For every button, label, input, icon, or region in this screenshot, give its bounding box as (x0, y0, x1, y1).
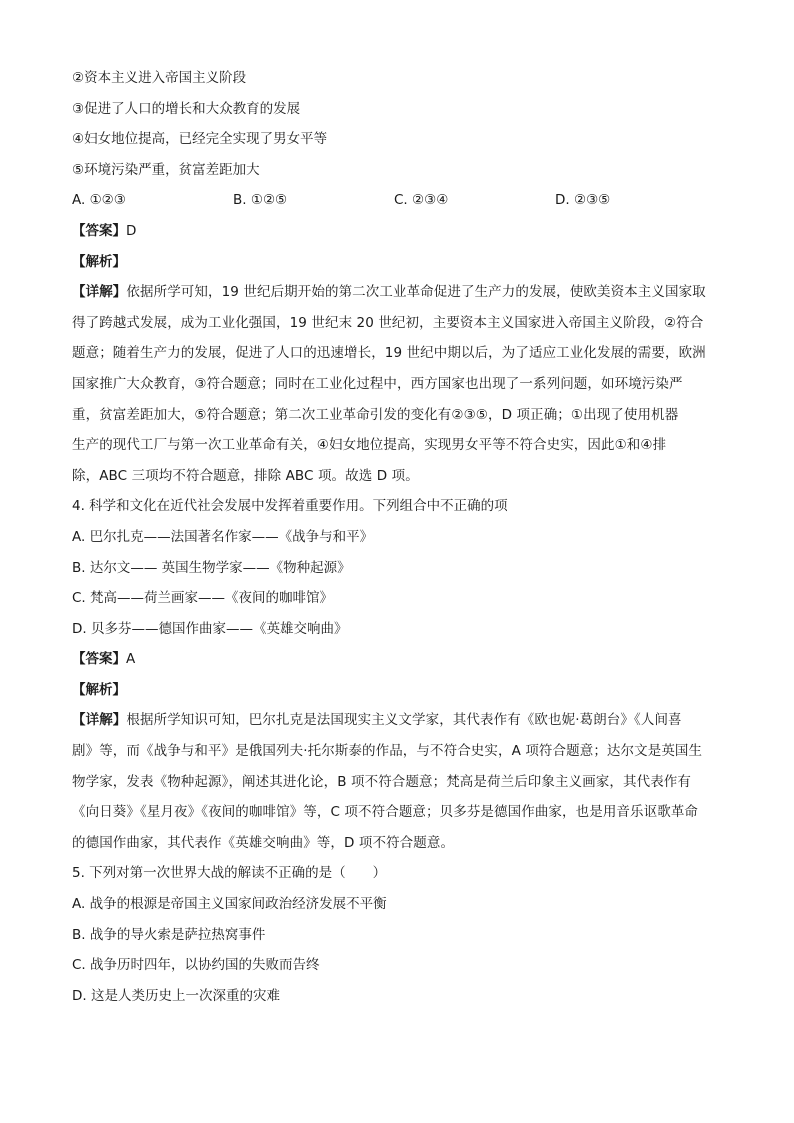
q4-detail-line: 的德国作曲家，其代表作《英雄交响曲》等，D 项不符合题意。 (72, 834, 455, 851)
q3-analysis-label: 【解析】 (72, 253, 126, 270)
q5-option-a: A. 战争的根源是帝国主义国家间政治经济发展不平衡 (72, 896, 387, 913)
q3-option-b: B. ①②⑤ (233, 192, 288, 209)
q4-analysis-label: 【解析】 (72, 681, 126, 698)
q3-answer-value: D (126, 222, 137, 239)
q3-statement-4: ④妇女地位提高，已经完全实现了男女平等 (72, 131, 328, 148)
q3-detail-line: 国家推广大众教育，③符合题意；同时在工业化过程中，西方国家也出现了一系列问题，如环境污染严 (72, 375, 683, 392)
q3-answer-label: 【答案】 (72, 222, 126, 239)
q3-detail-line: 生产的现代工厂与第一次工业革命有关，④妇女地位提高，实现男女平等不符合史实，因此①和④排 (72, 437, 667, 454)
q4-detail-text: 根据所学知识可知，巴尔扎克是法国现实主义文学家，其代表作有《欧也妮·葛朗台》《人间喜 (126, 712, 682, 729)
q3-detail-line: 得了跨越式发展，成为工业化强国，19 世纪末 20 世纪初，主要资本主义国家进入帝国主义阶段，②符合 (72, 314, 704, 331)
q4-detail-label: 【详解】 (72, 712, 127, 729)
q4-detail-line: 剧》等，而《战争与和平》是俄国列夫·托尔斯泰的作品，与不符合史实，A 项符合题意；达尔文是英国生 (72, 743, 703, 760)
q4-question: 4. 科学和文化在近代社会发展中发挥着重要作用。下列组合中不正确的项 (72, 498, 508, 515)
q3-detail-line: 除，ABC 三项均不符合题意，排除 ABC 项。故选 D 项。 (72, 467, 419, 484)
q4-detail-line (72, 705, 732, 736)
q3-detail-line: 重，贫富差距加大，⑤符合题意；第二次工业革命引发的变化有②③⑤，D 项正确；①出现了使用机器 (72, 406, 679, 423)
q4-answer (72, 644, 732, 675)
q3-option-d: D. ②③⑤ (555, 192, 611, 209)
q5-option-c: C. 战争历时四年，以协约国的失败而告终 (72, 957, 320, 974)
q4-detail-line: 物学家，发表《物种起源》，阐述其进化论，B 项不符合题意；梵高是荷兰后印象主义画家，其代表作有 (72, 773, 692, 790)
q3-option-a: A. ①②③ (72, 192, 126, 209)
q3-detail (72, 277, 732, 491)
q4-detail-line: 《向日葵》《星月夜》《夜间的咖啡馆》等，C 项不符合题意；贝多芬是德国作曲家，也是用音乐讴歌革命 (72, 804, 699, 821)
q3-statement-2: ②资本主义进入帝国主义阶段 (72, 70, 247, 86)
q3-detail-label: 【详解】 (72, 284, 127, 301)
q5-option-b: B. 战争的导火索是萨拉热窝事件 (72, 926, 266, 943)
q3-option-c: C. ②③④ (394, 192, 449, 209)
q4-option-c: C. 梵高——荷兰画家——《夜间的咖啡馆》 (72, 590, 334, 607)
q4-option-b: B. 达尔文—— 英国生物学家——《物种起源》 (72, 559, 351, 576)
q3-statement-5: ⑤环境污染严重，贫富差距加大 (72, 161, 260, 178)
q5-question: 5. 下列对第一次世界大战的解读不正确的是（ ） (72, 865, 387, 882)
q4-detail (72, 705, 732, 858)
q4-analysis (72, 675, 732, 706)
q3-detail-line (72, 277, 732, 308)
q3-detail-text: 依据所学可知，19 世纪后期开始的第二次工业革命促进了生产力的发展，使欧美资本主义国家取 (126, 284, 706, 301)
page-content (72, 63, 732, 1011)
q4-answer-value: A (126, 651, 136, 668)
q3-statement-3: ③促进了人口的增长和大众教育的发展 (72, 100, 301, 117)
q4-option-a: A. 巴尔扎克——法国著名作家——《战争与和平》 (72, 528, 374, 545)
q5-option-d: D. 这是人类历史上一次深重的灾难 (72, 987, 280, 1004)
q3-detail-line: 题意；随着生产力的发展，促进了人口的迅速增长，19 世纪中期以后，为了适应工业化发展的需要，欧洲 (72, 345, 706, 362)
q4-answer-label: 【答案】 (72, 651, 126, 668)
q4-option-d: D. 贝多芬——德国作曲家——《英雄交响曲》 (72, 620, 348, 637)
q3-analysis (72, 247, 732, 278)
q3-answer (72, 216, 732, 247)
q3-options (72, 185, 732, 216)
